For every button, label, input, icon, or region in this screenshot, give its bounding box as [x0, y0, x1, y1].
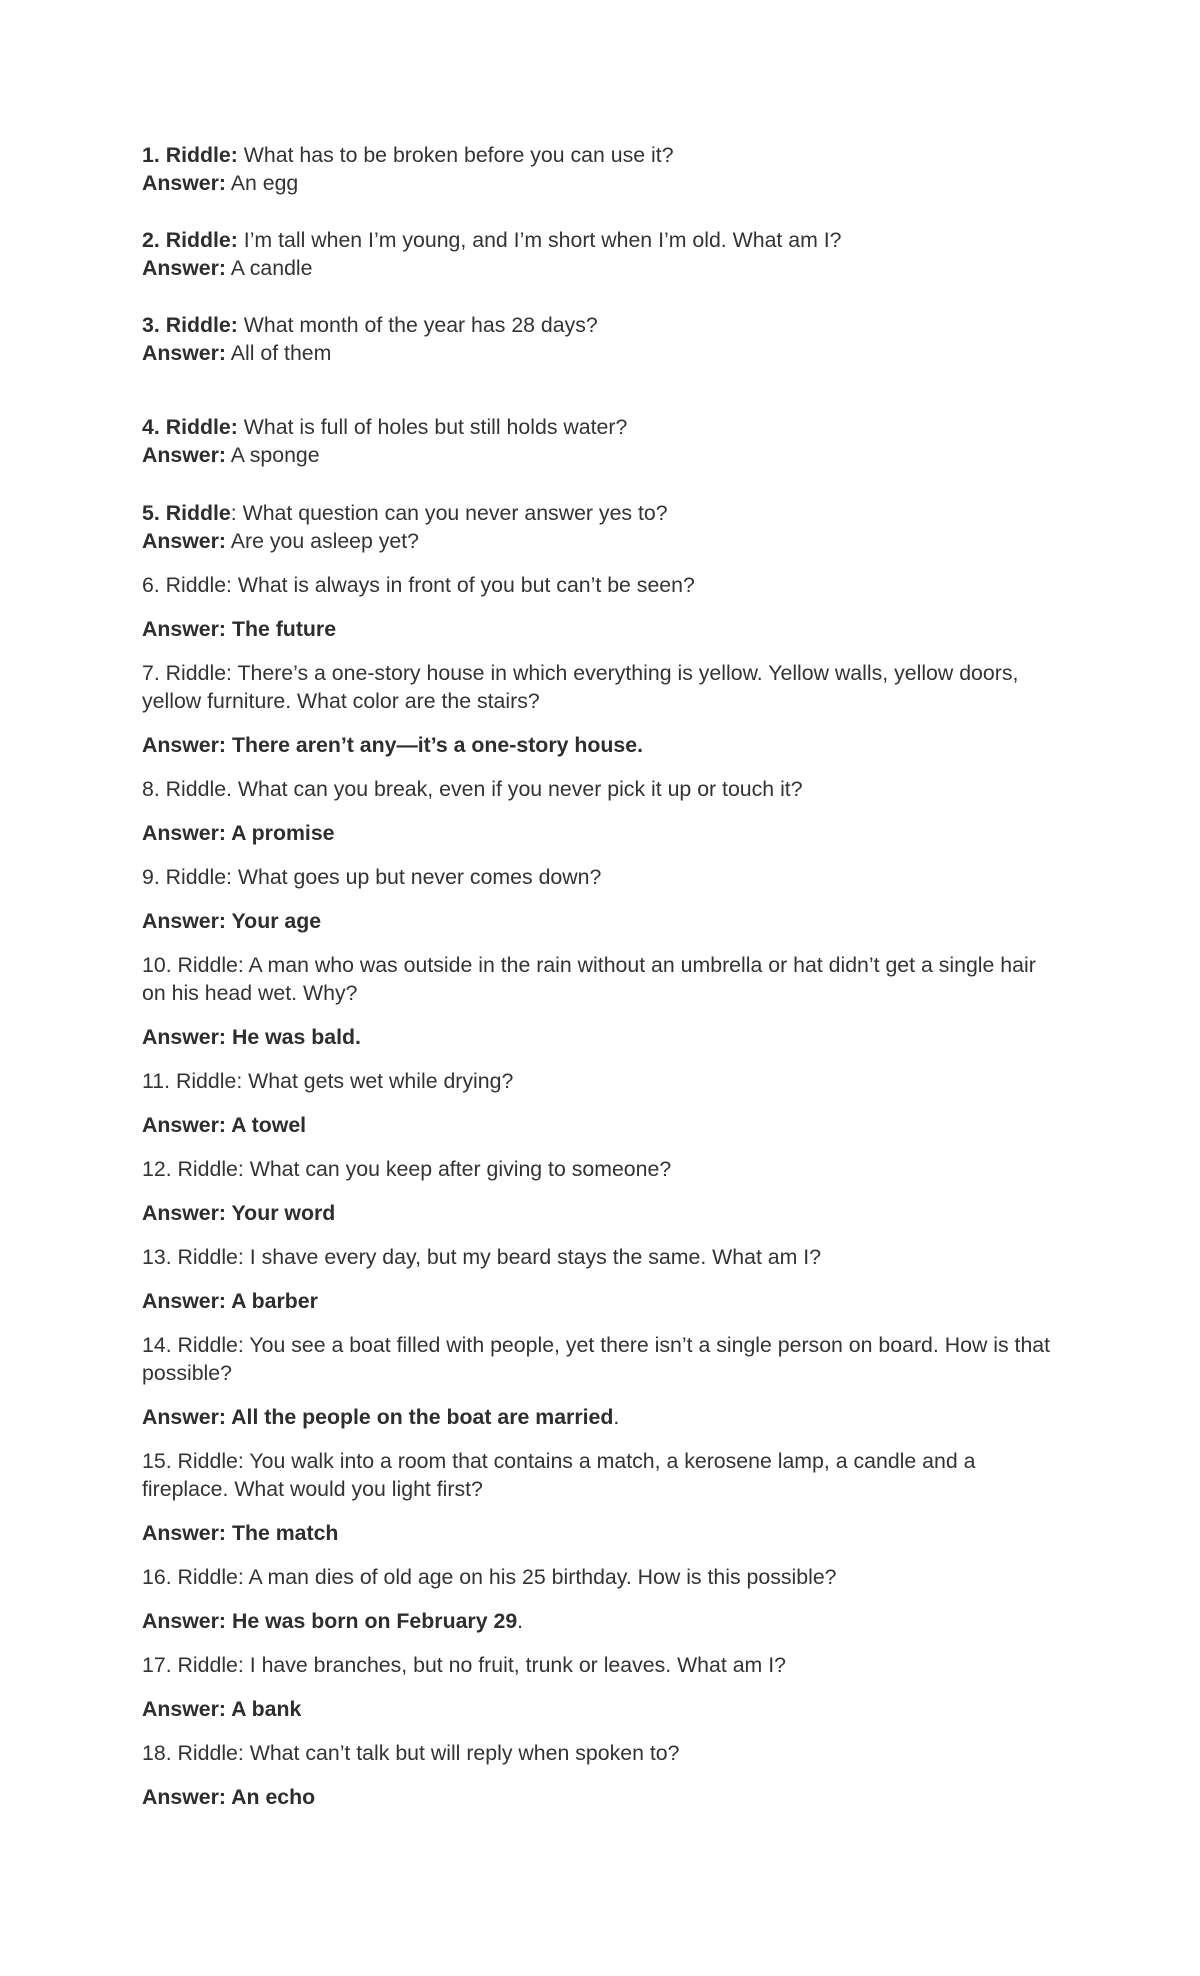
riddle-answer — [142, 1519, 1062, 1547]
riddle-question: 7. Riddle: There’s a one-story house in which everything is yellow. Yellow walls, yellow doors, yellow furniture. What color are the stairs? — [142, 661, 1019, 713]
riddle-answer — [142, 907, 1062, 935]
riddle-block — [142, 226, 1062, 282]
riddle-question: 3. Riddle: What month of the year has 28 days? — [142, 313, 598, 337]
riddle-answer: Answer: A sponge — [142, 443, 320, 467]
riddle-question: 13. Riddle: I shave every day, but my beard stays the same. What am I? — [142, 1245, 822, 1269]
riddle-question: 14. Riddle: You see a boat filled with people, yet there isn’t a single person on board. How is that possible? — [142, 1333, 1051, 1385]
riddle-answer — [142, 1199, 1062, 1227]
answer-text: Answer: He was bald. — [142, 1025, 361, 1049]
riddle-answer — [142, 1111, 1062, 1139]
riddle-block — [142, 141, 1062, 197]
riddle-answer — [142, 731, 1062, 759]
answer-text: Answer: An echo — [142, 1785, 316, 1809]
answer-suffix: . — [613, 1405, 620, 1429]
answer-text: Answer: A promise — [142, 821, 335, 845]
riddle-answer — [142, 615, 1062, 643]
riddle-question: 8. Riddle. What can you break, even if you never pick it up or touch it? — [142, 777, 803, 801]
answer-text: Answer: Your age — [142, 909, 322, 933]
riddle-question: 6. Riddle: What is always in front of you but can’t be seen? — [142, 573, 695, 597]
riddle-answer — [142, 1783, 1062, 1811]
riddle-question: 10. Riddle: A man who was outside in the rain without an umbrella or hat didn’t get a single hair on his head wet. Why? — [142, 953, 1036, 1005]
riddle-list — [142, 571, 1062, 1811]
riddle-answer — [142, 1695, 1062, 1723]
riddle-answer: Answer: Are you asleep yet? — [142, 529, 420, 553]
answer-text: Answer: There aren’t any—it’s a one-story house. — [142, 733, 643, 757]
riddle-answer: Answer: An egg — [142, 171, 299, 195]
riddle-question: 9. Riddle: What goes up but never comes down? — [142, 865, 602, 889]
riddle-answer — [142, 1287, 1062, 1315]
riddle-question: 15. Riddle: You walk into a room that contains a match, a kerosene lamp, a candle and a fireplace. What would you light first? — [142, 1449, 976, 1501]
riddle-answer — [142, 819, 1062, 847]
answer-text: Answer: The match — [142, 1521, 339, 1545]
riddle-answer — [142, 1607, 1062, 1635]
riddle-question: 16. Riddle: A man dies of old age on his 25 birthday. How is this possible? — [142, 1565, 837, 1589]
riddle-answer: Answer: All of them — [142, 341, 332, 365]
riddle-question: 2. Riddle: I’m tall when I’m young, and I’m short when I’m old. What am I? — [142, 228, 842, 252]
answer-text: Answer: A towel — [142, 1113, 307, 1137]
riddle-block — [142, 413, 1062, 469]
riddle-question: 1. Riddle: What has to be broken before you can use it? — [142, 143, 674, 167]
riddle-question: 18. Riddle: What can’t talk but will reply when spoken to? — [142, 1741, 680, 1765]
answer-text: Answer: The future — [142, 617, 337, 641]
riddle-answer — [142, 1023, 1062, 1051]
riddle-question: 17. Riddle: I have branches, but no fruit, trunk or leaves. What am I? — [142, 1653, 786, 1677]
riddle-block — [142, 311, 1062, 367]
riddle-answer — [142, 1403, 1062, 1431]
answer-text: Answer: All the people on the boat are married — [142, 1405, 614, 1429]
answer-text: Answer: A bank — [142, 1697, 302, 1721]
answer-text: Answer: He was born on February 29 — [142, 1609, 518, 1633]
riddle-block — [142, 499, 1062, 555]
document-page — [142, 141, 1062, 1827]
riddle-question: 12. Riddle: What can you keep after giving to someone? — [142, 1157, 672, 1181]
answer-text: Answer: A barber — [142, 1289, 318, 1313]
answer-text: Answer: Your word — [142, 1201, 336, 1225]
answer-suffix: . — [517, 1609, 524, 1633]
riddle-question: 4. Riddle: What is full of holes but still holds water? — [142, 415, 628, 439]
riddle-answer: Answer: A candle — [142, 256, 313, 280]
riddle-question: 5. Riddle: What question can you never answer yes to? — [142, 501, 668, 525]
riddle-question: 11. Riddle: What gets wet while drying? — [142, 1069, 514, 1093]
